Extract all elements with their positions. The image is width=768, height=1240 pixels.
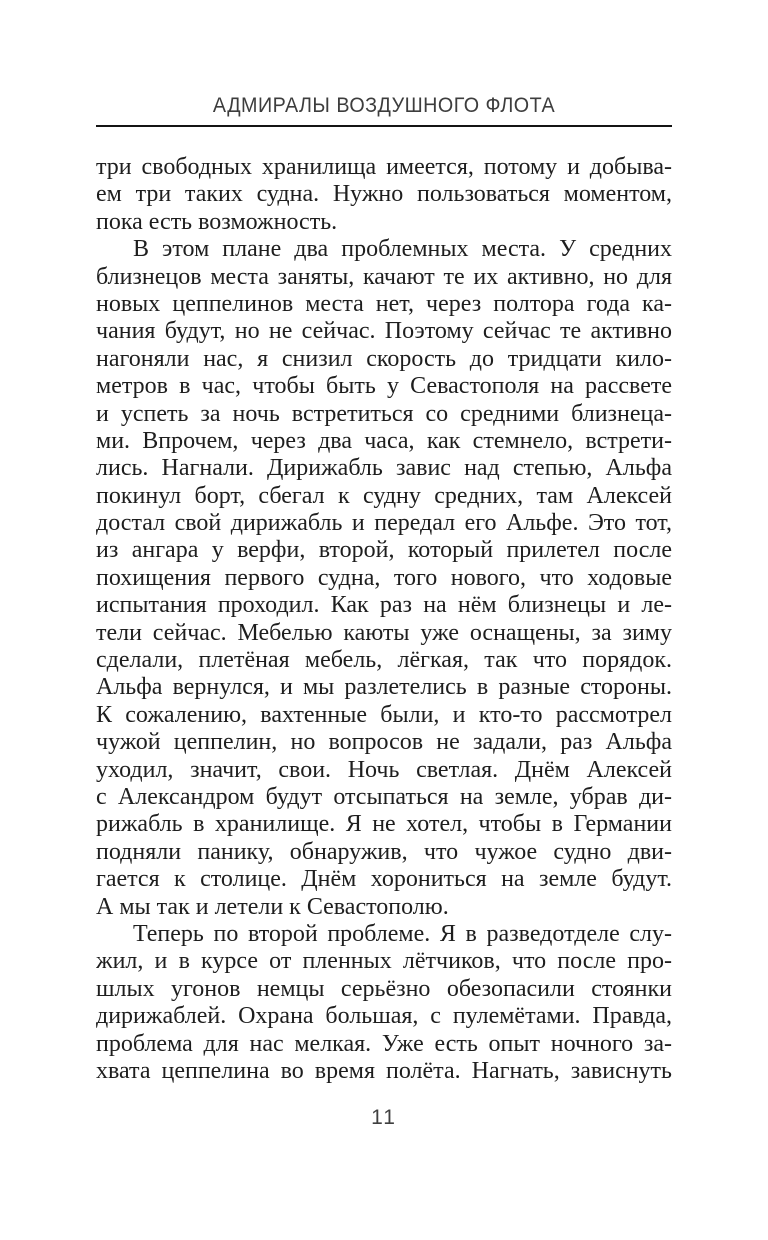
text-line: хвата цеппелина во время полёта. Нагнать, зависнуть [96, 1057, 672, 1084]
text-line: рижабль в хранилище. Я не хотел, чтобы в Германии [96, 811, 672, 838]
text-line: ми. Впрочем, через два часа, как стемнело, встрети- [96, 427, 672, 454]
text-line: покинул борт, сбегал к судну средних, там Алексей [96, 482, 672, 509]
text-line: пока есть возможность. [96, 208, 338, 235]
text-line: сделали, плетёная мебель, лёгкая, так что порядок. [96, 647, 672, 674]
text-line: новых цеппелинов места нет, через полтора года ка- [96, 290, 672, 317]
text-line: шлых угонов немцы серьёзно обезопасили стоянки [96, 975, 672, 1002]
text-line: тели сейчас. Мебелью каюты уже оснащены, за зиму [96, 619, 672, 646]
text-line: испытания проходил. Как раз на нём близнецы и ле- [96, 592, 672, 619]
text-line: лись. Нагнали. Дирижабль завис над степью, Альфа [96, 455, 672, 482]
text-line: дирижаблей. Охрана большая, с пулемётами. Правда, [96, 1003, 672, 1030]
text-line: нагоняли нас, я снизил скорость до тридцати кило- [96, 345, 672, 372]
text-line: ем три таких судна. Нужно пользоваться моментом, [96, 181, 672, 208]
text-line: чужой цеппелин, но вопросов не задали, раз Альфа [96, 729, 672, 756]
text-line: чания будут, но не сейчас. Поэтому сейчас те активно [96, 318, 672, 345]
text-line: близнецов места заняты, качают те их активно, но для [96, 263, 672, 290]
text-line: из ангара у верфи, второй, который прилетел после [96, 537, 672, 564]
running-header [96, 94, 672, 118]
text-line: проблема для нас мелкая. Уже есть опыт ночного за- [96, 1030, 672, 1057]
text-line: Альфа вернулся, и мы разлетелись в разные стороны. [96, 674, 672, 701]
text-line: три свободных хранилища имеется, потому и добыва- [96, 154, 672, 180]
page-number: 11 [371, 1106, 397, 1129]
text-line: с Александром будут отсыпаться на земле, убрав ди- [96, 783, 672, 810]
text-line: жил, и в курсе от пленных лётчиков, что после про- [96, 948, 672, 975]
text-line: подняли панику, обнаружив, что чужое судно дви- [96, 838, 672, 865]
text-line: гается к столице. Днём хорониться на земле будут. [96, 866, 672, 893]
text-line: и успеть за ночь встретиться со средними близнеца- [96, 400, 672, 427]
running-header-text: АДМИРАЛЫ ВОЗДУШНОГО ФЛОТА [212, 94, 556, 117]
text-line: Теперь по второй проблеме. Я в разведотделе слу- [133, 920, 672, 947]
text-line: уходил, значит, свои. Ночь светлая. Днём Алексей [96, 756, 672, 783]
text-line: достал свой дирижабль и передал его Альфе. Это тот, [96, 510, 672, 537]
page-body [96, 154, 672, 1085]
text-line: А мы так и летели к Севастополю. [96, 893, 449, 920]
text-line: похищения первого судна, того нового, что ходовые [96, 564, 672, 591]
text-line: В этом плане два проблемных места. У средних [133, 236, 672, 263]
header-rule [96, 125, 672, 127]
text-line: К сожалению, вахтенные были, и кто-то рассмотрел [96, 701, 672, 728]
text-line: метров в час, чтобы быть у Севастополя на рассвете [96, 373, 672, 400]
